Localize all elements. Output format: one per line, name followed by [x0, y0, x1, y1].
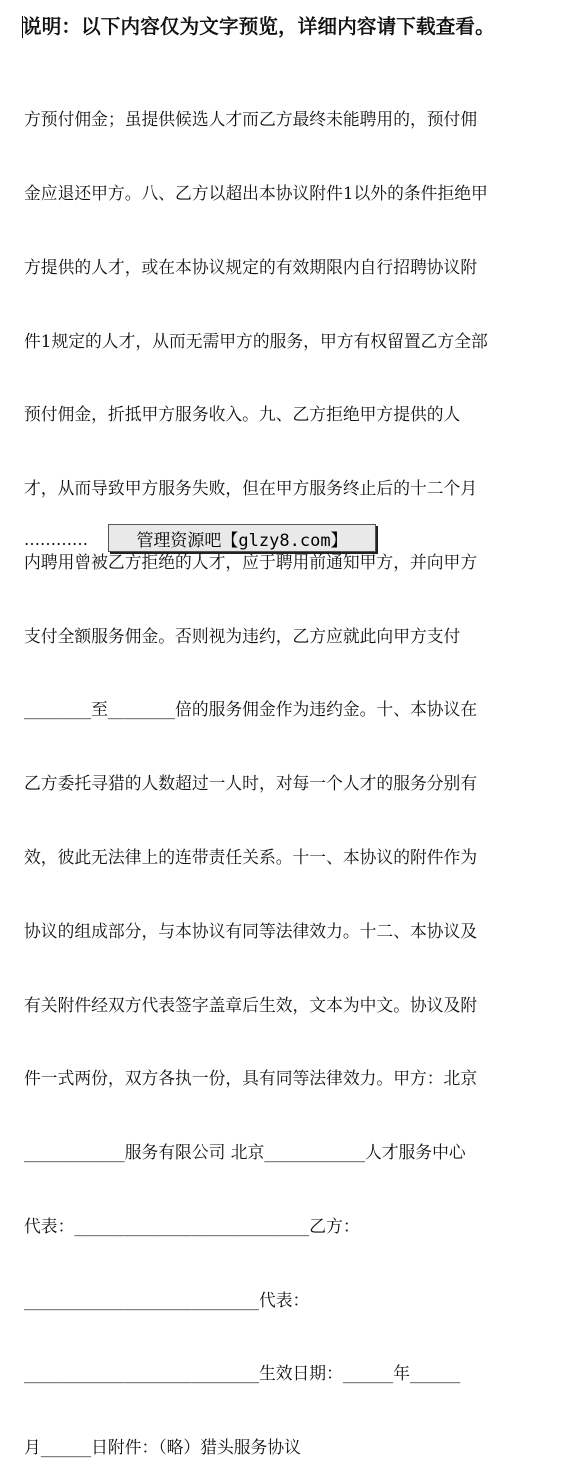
body-line: 效，彼此无法律上的连带责任关系。十一、本协议的附件作为: [24, 847, 478, 867]
body-line: 乙方委托寻猎的人数超过一人时，对每一个人才的服务分别有: [24, 773, 478, 794]
body-line: 预付佣金，折抵甲方服务收入。九、乙方拒绝甲方提供的人: [24, 404, 461, 425]
body-line: ________至________倍的服务佣金作为违约金。十、本协议在: [24, 699, 478, 720]
body-line: 方预付佣金；虽提供候选人才而乙方最终未能聘用的，预付佣: [24, 109, 478, 130]
body-line: 支付全额服务佣金。否则视为违约，乙方应就此向甲方支付: [24, 625, 461, 646]
document-body: [24, 58, 552, 1484]
body-line: 才，从而导致甲方服务失败，但在甲方服务终止后的十二个月: [24, 478, 478, 499]
body-line: 件一式两份，双方各执一份，具有同等法律效力。甲方：北京: [24, 1068, 478, 1089]
preview-notice: 说明：以下内容仅为文字预览，详细内容请下载查看。: [22, 15, 495, 38]
site-watermark: 管理资源吧【glzy8.com】: [108, 524, 376, 552]
body-line: 方提供的人才，或在本协议规定的有效期限内自行招聘协议附: [24, 256, 478, 277]
body-line: 协议的组成部分，与本协议有同等法律效力。十二、本协议及: [24, 920, 478, 941]
body-line: 月______日附件：（略）猎头服务协议: [24, 1437, 301, 1458]
body-line: ____________________________生效日期：______年______: [24, 1363, 461, 1384]
body-line: ____________________________代表：: [24, 1289, 310, 1310]
body-line: 代表：____________________________乙方：: [24, 1215, 360, 1236]
body-line: 金应退还甲方。八、乙方以超出本协议附件1以外的条件拒绝甲: [24, 182, 488, 203]
body-line: 件1规定的人才，从而无需甲方的服务，甲方有权留置乙方全部: [24, 330, 488, 351]
body-line: 内聘用曾被乙方拒绝的人才，应于聘用前通知甲方，并向甲方: [24, 551, 478, 572]
body-line: ____________服务有限公司 北京____________人才服务中心: [24, 1142, 466, 1163]
ellipsis-dots: …………: [24, 530, 88, 549]
body-line: 有关附件经双方代表签字盖章后生效，文本为中文。协议及附: [24, 994, 478, 1015]
